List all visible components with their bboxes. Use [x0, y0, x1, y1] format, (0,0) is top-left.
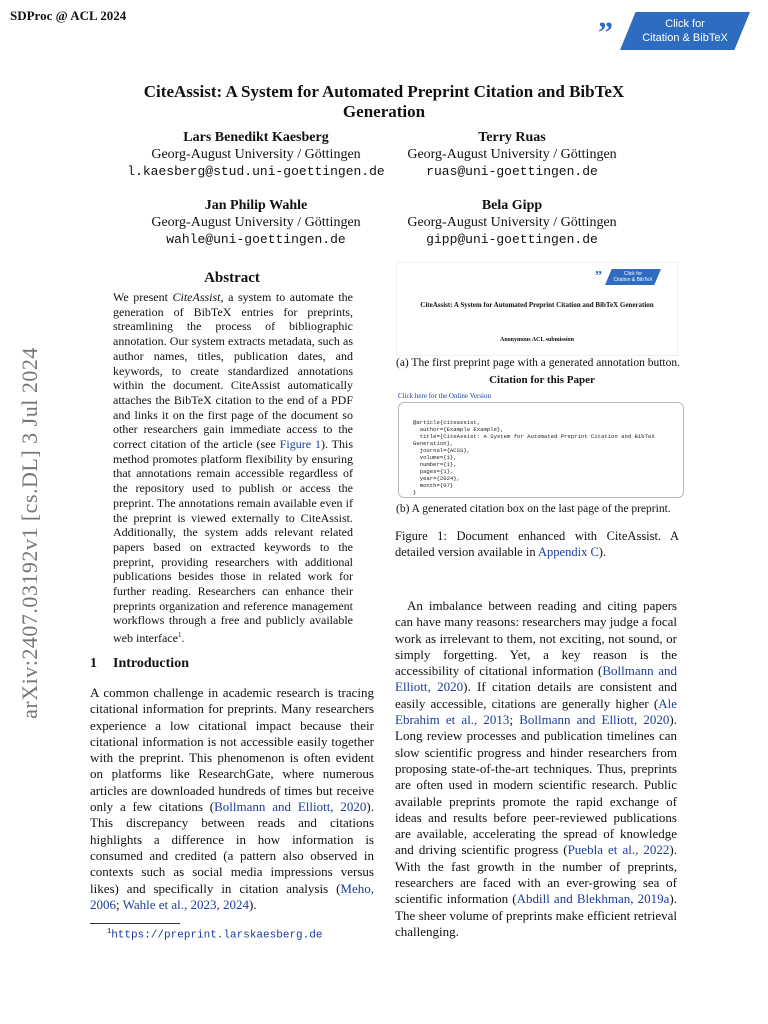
author-email: wahle@uni-goettingen.de — [166, 232, 346, 247]
paper-title-line1: CiteAssist: A System for Automated Preprint Citation and BibTeX — [143, 82, 625, 101]
author-name: Terry Ruas — [478, 130, 546, 145]
bibtex-citation-box — [398, 402, 684, 498]
caption-text: Figure 1: Document enhanced with CiteAssist. A detailed version available in — [395, 529, 679, 559]
citation-link[interactable]: Abdill and Blekhman, 2019a — [516, 891, 670, 907]
author-name: Jan Philip Wahle — [204, 198, 308, 213]
system-name: CiteAssist — [172, 290, 221, 304]
mini-paper-title: CiteAssist: A System for Automated Preprint Citation and BibTeX Generation — [420, 301, 654, 309]
citation-link[interactable]: Wahle et al., 2023, 2024 — [122, 896, 250, 912]
section-title: Introduction — [113, 656, 189, 671]
mini-button-line1: Click for — [623, 271, 643, 277]
citation-box-title: Citation for this Paper — [489, 374, 595, 386]
author-block-1 — [118, 129, 394, 180]
intro-paragraph — [90, 685, 374, 913]
abstract-part: We present — [113, 290, 173, 304]
abstract-part: , a system to automate the generation of BibTeX entries for preprints, streamlining the process of bibliographic annotation. Our system extracts metadata, such as author names, titles, publication dates, and keywords, to create standardized annotations within the document. CiteAssist automatically attaches the BibTeX citation to the end of a PDF and links it on the first page of the document so other researchers gain immediate access to the correct citation of the article (see — [113, 290, 354, 452]
mini-anonymous-line: Anonymous ACL submission — [499, 337, 575, 343]
intro-text: ; — [116, 896, 123, 912]
body-text: ). With the fast growth in the number of preprints, researchers are faced with an ever-growing sea of scientific information ( — [395, 842, 677, 907]
author-email: ruas@uni-goettingen.de — [426, 164, 598, 179]
footnote — [107, 928, 322, 942]
body-text: An imbalance between reading and citing papers can have many reasons: researchers may judge a focal work as irrelevant to them, not exciting, not sound, or simply forgetting. Yet, a key reason is the accessibility of citational information ( — [395, 598, 677, 679]
author-email: gipp@uni-goettingen.de — [426, 232, 598, 247]
body-text: ). The sheer volume of preprints make efficient retrieval challenging. — [395, 891, 677, 939]
author-affiliation: Georg-August University / Göttingen — [151, 215, 361, 230]
citation-link[interactable]: Meho, 2006 — [90, 880, 374, 912]
author-block-3 — [118, 197, 394, 248]
figure-1b-caption: (b) A generated citation box on the last page of the preprint. — [396, 503, 671, 515]
author-name: Lars Benedikt Kaesberg — [183, 130, 329, 145]
intro-text: ). — [249, 896, 257, 912]
figure-1a-caption: (a) The first preprint page with a generated annotation button. — [396, 357, 680, 369]
footnote-rule — [90, 923, 180, 924]
caption-text: ). — [598, 544, 607, 559]
arxiv-stamp: arXiv:2407.03192v1 [cs.DL] 3 Jul 2024 — [17, 347, 42, 719]
venue-header: SDProc @ ACL 2024 — [10, 8, 127, 23]
mini-citation-button — [595, 269, 665, 287]
abstract-part: ). This method promotes platform flexibility by ensuring that annotations remain accessible regardless of the repository used to publish or access the preprint. The annotations remain available even if the preprint is viewed externally to CiteAssist. Additionally, the system adds relevant related papers based on extracted keywords to the preprint, providing researchers with additional publications besides those in related work for further reading. Researchers can enhance their preprints organization and reference management workflows through a free and publicly available web interface — [113, 437, 353, 646]
citation-link[interactable]: Ale Ebrahim et al., 2013 — [395, 695, 677, 728]
author-affiliation: Georg-August University / Göttingen — [151, 147, 361, 162]
body-text: ). If citation details are consistent and easily accessible, citations are generally higher ( — [395, 679, 678, 711]
paper-title — [80, 82, 688, 122]
author-affiliation: Georg-August University / Göttingen — [407, 147, 617, 162]
author-name: Bela Gipp — [481, 198, 543, 213]
author-block-2 — [384, 129, 640, 180]
quote-icon: ” — [598, 16, 613, 49]
citation-link[interactable]: Bollmann and Elliott, 2020 — [395, 663, 677, 695]
citation-button-line1: Click for — [665, 18, 705, 30]
citation-link[interactable]: Bollmann and Elliott, 2020 — [519, 712, 670, 728]
online-version-link[interactable]: Click here for the Online Version — [398, 392, 491, 400]
citation-link[interactable]: Puebla et al., 2022 — [567, 842, 670, 858]
right-column-paragraph — [395, 598, 677, 940]
citation-button-line2: Citation & BibTeX — [642, 32, 728, 44]
abstract-text — [113, 290, 353, 646]
footnote-marker: 1 — [177, 631, 182, 640]
paper-title-line2: Generation — [342, 102, 426, 121]
figure-1-link[interactable]: Figure 1 — [279, 437, 321, 452]
bibtex-entry: @article{citeassist, author={Example Example}, title={CiteAssist: A System for Automated Preprint Citation and BibTeX Generation}, journal={ACSS}, volume={1}, number={1}, pages={1}, year={2024}, month={07} } — [413, 419, 655, 496]
intro-text: A common challenge in academic research is tracing citational information for preprints. Many researchers experience a low citational impact because their citational information is not accessible easily together with the preprint. This phenomenon is often evident on platforms like ResearchGate, where numerous articles are downloaded hundreds of times but receive only a few citations ( — [90, 685, 374, 815]
body-text: ). Long review processes and publication timelines can slow scientific progress and hinder researchers from proposing state-of-the-art techniques. Thus, preprints are often used in modern scientific research. Public available preprints promote the rapid exchange of ideas and results before peer-reviewed publications are available, accelerating the spread of knowledge and driving scientific progress ( — [395, 712, 677, 858]
body-text: ; — [509, 712, 520, 728]
citation-bibtex-button[interactable] — [598, 12, 758, 52]
footnote-url-link[interactable]: https://preprint.larskaesberg.de — [111, 929, 323, 942]
mini-button-label — [605, 271, 661, 283]
appendix-c-link[interactable]: Appendix C — [538, 544, 599, 559]
intro-text: ). This discrepancy between reads and citations highlights a difference in how information is consumed and credited (a pattern also observed in contexts such as social media impressions versus likes) and specifically in citation analysis ( — [90, 799, 374, 896]
footnote-number: 1 — [107, 928, 112, 936]
section-heading-introduction — [90, 656, 205, 672]
abstract-part: . — [181, 631, 185, 646]
citation-link[interactable]: Bollmann and Elliott, 2020 — [214, 799, 367, 815]
mini-button-line2: Citation & BibTeX — [613, 277, 653, 283]
abstract-heading: Abstract — [204, 270, 260, 286]
figure-1-caption — [395, 529, 679, 560]
author-affiliation: Georg-August University / Göttingen — [407, 215, 617, 230]
section-number: 1 — [90, 656, 97, 671]
author-email: l.kaesberg@stud.uni-goettingen.de — [127, 164, 385, 179]
figure-1a-preview — [396, 262, 678, 356]
author-block-4 — [384, 197, 640, 248]
citation-button-label — [620, 17, 750, 45]
mini-quote-icon: ” — [595, 269, 602, 284]
